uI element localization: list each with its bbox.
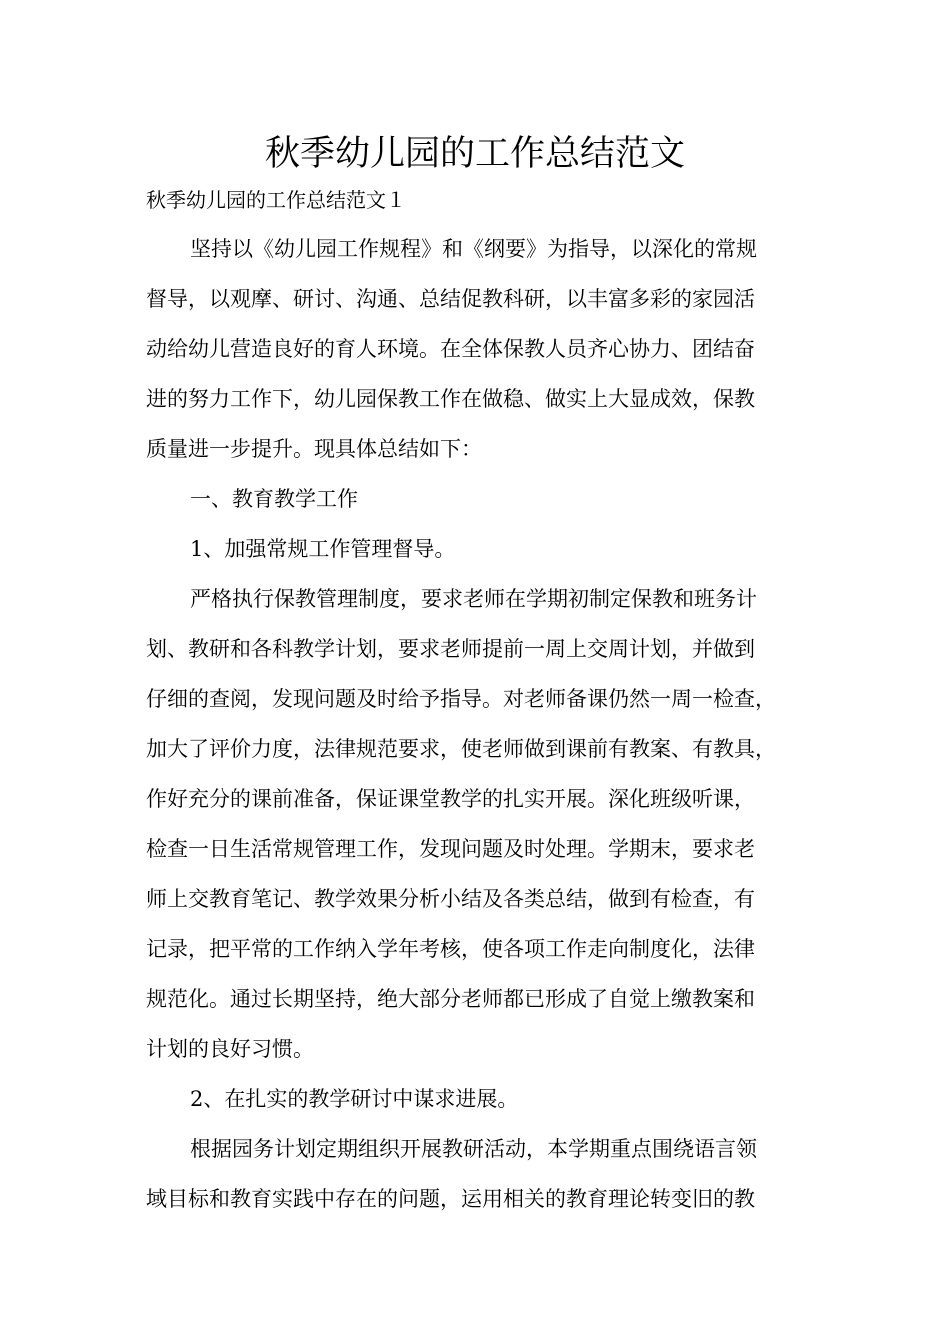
document-subtitle: 秋季幼儿园的工作总结范文１ — [146, 188, 406, 212]
paragraph-line: 检查一日生活常规管理工作，发现问题及时处理。学期末，要求老 — [146, 837, 755, 861]
paragraph-line: 加大了评价力度，法律规范要求，使老师做到课前有教案、有教具， — [146, 737, 776, 761]
paragraph-line: 严格执行保教管理制度，要求老师在学期初制定保教和班务计 — [190, 587, 757, 611]
paragraph-line: 记录，把平常的工作纳入学年考核，使各项工作走向制度化，法律 — [146, 937, 755, 961]
paragraph-line: 师上交教育笔记、教学效果分析小结及各类总结，做到有检查，有 — [146, 887, 755, 911]
paragraph-line: 规范化。通过长期坚持，绝大部分老师都已形成了自觉上缴教案和 — [146, 987, 755, 1011]
paragraph-line: 域目标和教育实践中存在的问题，运用相关的教育理论转变旧的教 — [146, 1187, 755, 1211]
section-heading: 一、教育教学工作 — [190, 487, 358, 511]
paragraph-line: 划、教研和各科教学计划，要求老师提前一周上交周计划，并做到 — [146, 637, 755, 661]
paragraph-line: 进的努力工作下，幼儿园保教工作在做稳、做实上大显成效，保教 — [146, 387, 755, 411]
paragraph-line: 根据园务计划定期组织开展教研活动，本学期重点围绕语言领 — [190, 1137, 757, 1161]
paragraph-line: 质量进一步提升。现具体总结如下： — [146, 437, 482, 461]
subsection-heading: 2、在扎实的教学研讨中谋求进展。 — [190, 1087, 519, 1111]
paragraph-line: 督导，以观摩、研讨、沟通、总结促教科研，以丰富多彩的家园活 — [146, 287, 755, 311]
paragraph-line: 计划的良好习惯。 — [146, 1037, 314, 1061]
paragraph-line: 作好充分的课前准备，保证课堂教学的扎实开展。深化班级听课， — [146, 787, 755, 811]
paragraph-line: 仔细的查阅，发现问题及时给予指导。对老师备课仍然一周一检查， — [146, 687, 776, 711]
subsection-heading: 1、加强常规工作管理督导。 — [190, 537, 456, 561]
paragraph-line: 动给幼儿营造良好的育人环境。在全体保教人员齐心协力、团结奋 — [146, 337, 755, 361]
paragraph-line: 坚持以《幼儿园工作规程》和《纲要》为指导，以深化的常规 — [190, 237, 757, 261]
document-title: 秋季幼儿园的工作总结范文 — [264, 134, 685, 174]
